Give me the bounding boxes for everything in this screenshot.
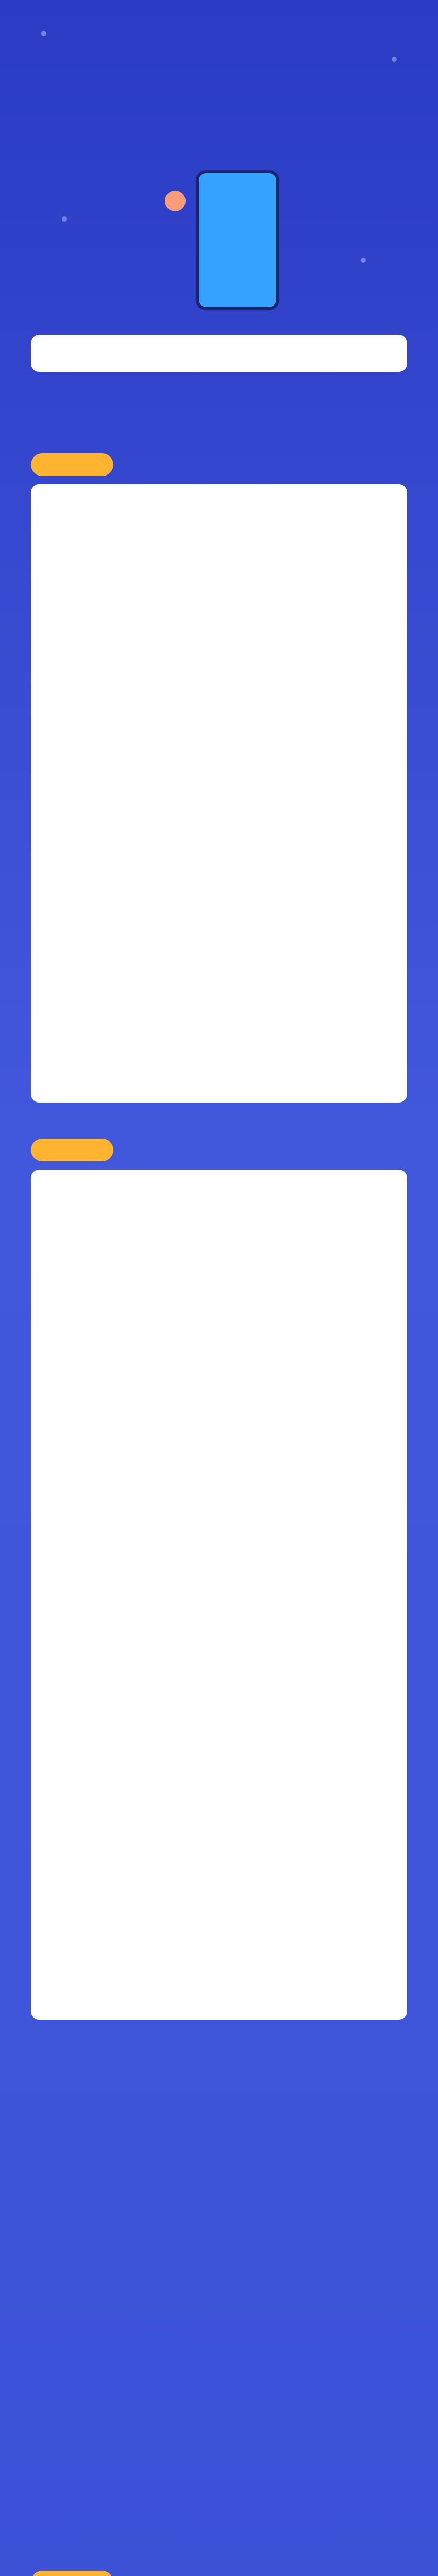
intro-text [31,335,407,372]
section-background [31,484,407,1103]
runner-icon [165,191,186,211]
section-number [31,2571,113,2576]
header [0,0,438,330]
section-content [31,1170,407,2020]
section-number [31,1139,113,1161]
phone-icon [196,170,279,310]
hero-illustration [108,170,330,335]
section-number [31,453,113,476]
